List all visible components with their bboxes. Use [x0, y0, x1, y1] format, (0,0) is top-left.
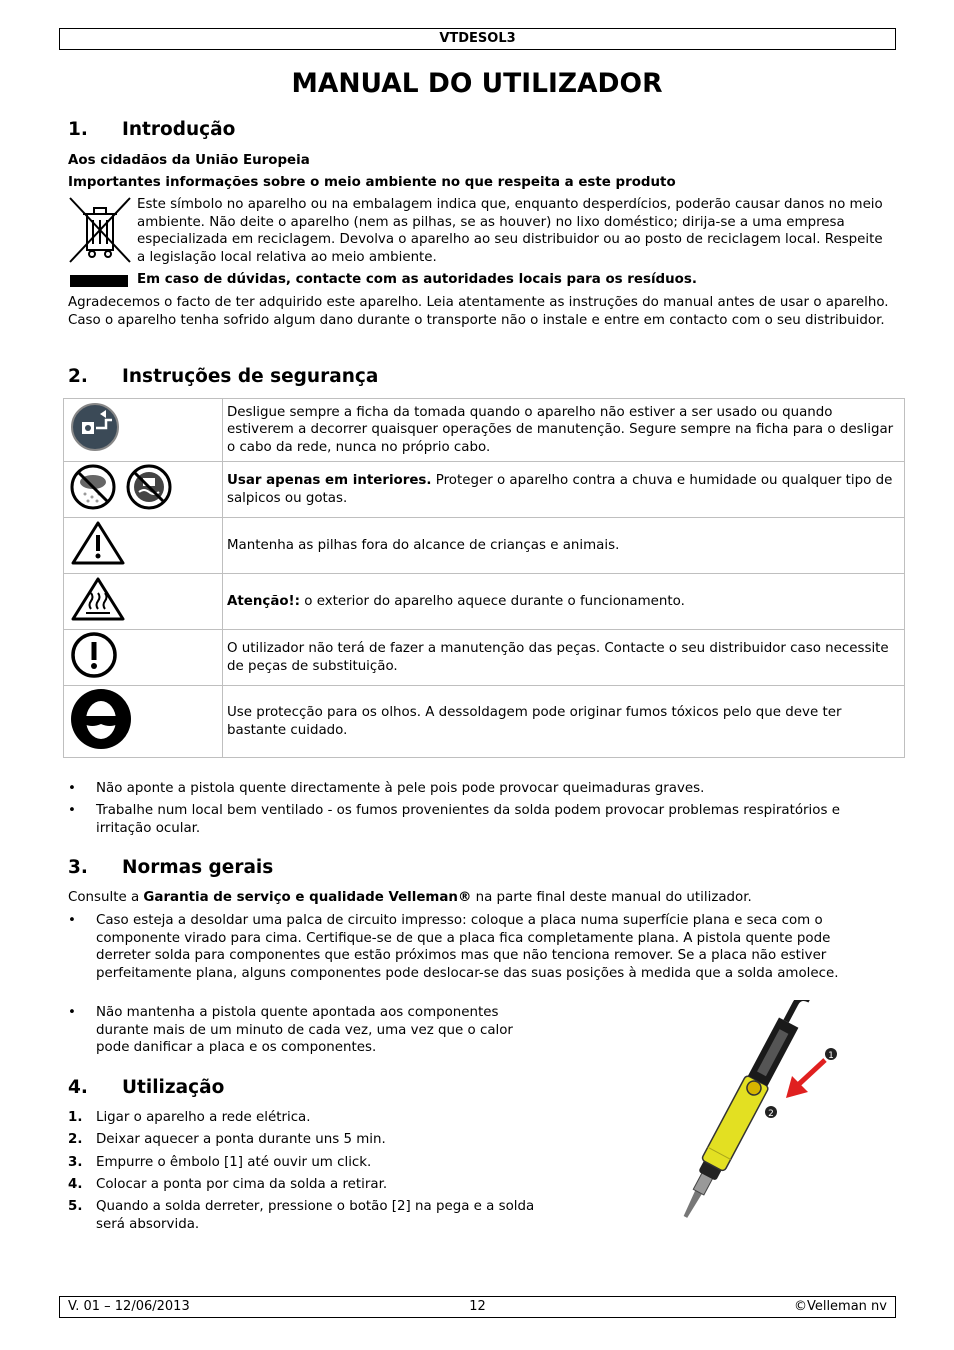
section-3-heading: 3. Normas gerais: [68, 857, 274, 878]
thanks-text: Agradecemos o facto de ter adquirido este aparelho. Leia atentamente as instruções do manual antes de usar o aparelho. Caso o aparelho tenha sofrido algum dano durante o transporte não o instale e entre em contacto com o seu distribuidor.: [68, 295, 889, 328]
list-item: 5. Quando a solda derreter, pressione o botão [2] na pega e a solda será absorvida.: [68, 1199, 535, 1232]
safety-row: Desligue sempre a ficha da tomada quando o aparelho não estiver a ser usado ou quando estiverem a decorrer quaisquer operações de manutenção. Segure sempre na ficha para o desligar o cabo da rede, nunca no próprio cabo.: [64, 399, 905, 462]
safety-row: Usar apenas em interiores. Proteger o aparelho contra a chuva e humidade ou qualquer tipo de salpicos ou gotas.: [64, 462, 905, 518]
footer-version: V. 01 – 12/06/2013: [68, 1299, 190, 1314]
header-model: VTDESOL3: [59, 28, 896, 50]
warning-triangle-icon: [70, 520, 126, 566]
list-item: 1. Ligar o aparelho a rede elétrica.: [68, 1110, 311, 1125]
list-item: 2. Deixar aquecer a ponta durante uns 5 min.: [68, 1132, 386, 1147]
safety-row: O utilizador não terá de fazer a manutenção das peças. Contacte o seu distribuidor caso necessite de peças de substituição.: [64, 630, 905, 686]
weee-text: Este símbolo no aparelho ou na embalagem indica que, enquanto desperdícios, poderão causar danos no meio ambiente. Não deite o aparelho (nem as pilhas, se as houver) no lixo doméstico; dirija-se a uma empresa especializada em reciclagem. Devolva o aparelho ao seu distribuidor ou ao posto de reciclagem local. Respeite a legislação local relativa ao meio ambiente.: [137, 197, 883, 265]
exclamation-circle-icon: [70, 631, 118, 679]
list-item: • Trabalhe num local bem ventilado - os fumos provenientes da solda podem provocar problemas respiratórios e irritação ocular.: [68, 803, 840, 836]
list-item: • Não aponte a pistola quente directamente à pele pois pode provocar queimaduras graves.: [68, 781, 705, 796]
section-2-heading: 2. Instruções de segurança: [68, 366, 379, 387]
eye-protection-icon: [70, 688, 132, 750]
safety-row: Use protecção para os olhos. A dessoldagem pode originar fumos tóxicos pelo que deve ter bastante cuidado.: [64, 686, 905, 758]
weee-bin-icon: [68, 196, 132, 264]
page-number: 12: [469, 1299, 486, 1314]
list-item: • Não mantenha a pistola quente apontada aos componentes durante mais de um minuto de cada vez, uma vez que o calor pode danificar a placa e os componentes.: [68, 1005, 513, 1055]
section-1-heading: 1. Introdução: [68, 119, 236, 140]
weee-bar: [70, 275, 128, 287]
safety-row: Atenção!: o exterior do aparelho aquece durante o funcionamento.: [64, 574, 905, 630]
list-item: 3. Empurre o êmbolo [1] até ouvir um click.: [68, 1155, 372, 1170]
callout-1: 1: [828, 1051, 834, 1061]
no-rain-icon: [70, 464, 116, 510]
safety-row: Mantenha as pilhas fora do alcance de crianças e animais.: [64, 518, 905, 574]
warranty-reference: Consulte a Garantia de serviço e qualidade Velleman® na parte final deste manual do utilizador.: [68, 890, 752, 905]
unplug-icon: [70, 402, 120, 452]
safety-table: [63, 398, 905, 758]
list-item: 4. Colocar a ponta por cima da solda a retirar.: [68, 1177, 388, 1192]
environment-subheading: Importantes informações sobre o meio ambiente no que respeita a este produto: [68, 175, 676, 190]
desoldering-pump-image: [620, 1000, 850, 1230]
section-4-heading: 4. Utilização: [68, 1077, 225, 1098]
footer-copyright: ©Velleman nv: [793, 1299, 887, 1314]
doubt-text: Em caso de dúvidas, contacte com as autoridades locais para os resíduos.: [137, 272, 697, 287]
no-splash-icon: [126, 464, 172, 510]
list-item: • Caso esteja a desoldar uma palca de circuito impresso: coloque a placa numa superfície plana e seca com o componente virado para cima. Certifique-se de que a placa fica completamente plana. A pistola quente pode derreter solda para componentes que estão próximos mas que não tenciona remover. Se a placa não estiver perfeitamente plana, alguns componentes pode deslocar-se das suas posições à medida que a solda amolece.: [68, 913, 839, 981]
page-title: MANUAL DO UTILIZADOR: [291, 68, 663, 99]
footer: [59, 1296, 896, 1318]
callout-2: 2: [768, 1109, 774, 1119]
eu-citizens-subheading: Aos cidadãos da União Europeia: [68, 153, 310, 168]
hot-surface-icon: [70, 576, 126, 622]
